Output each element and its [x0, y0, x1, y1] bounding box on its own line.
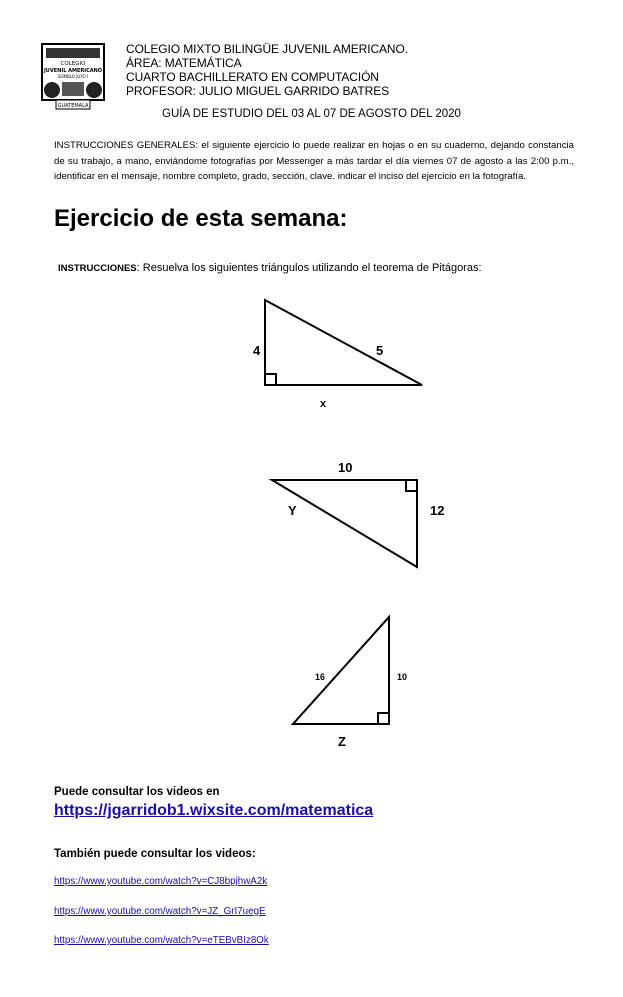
triangle-1-side-5: 5	[376, 343, 384, 358]
triangle-2-side-y: Y	[288, 503, 297, 518]
triangle-1-side-x: x	[320, 398, 327, 410]
svg-text:COLEGIO: COLEGIO	[60, 61, 86, 67]
triangle-2-side-12: 12	[430, 503, 445, 518]
also-consult-label: También puede consultar los videos:	[54, 848, 256, 860]
consult-label: Puede consultar los videos en	[54, 786, 220, 798]
instructions-text: : Resuelva los siguientes triángulos utilizando el teorema de Pitágoras:	[136, 262, 482, 274]
teacher-name: PROFESOR: JULIO MIGUEL GARRIDO BATRES	[126, 84, 390, 98]
school-name: COLEGIO MIXTO BILINGÜE JUVENIL AMERICANO.	[126, 42, 408, 56]
svg-text:SOMBLO JUYO I: SOMBLO JUYO I	[57, 74, 89, 79]
triangle-2-side-10: 10	[338, 460, 353, 475]
instructions-label: INSTRUCCIONES	[58, 263, 137, 274]
youtube-link-1[interactable]: https://www.youtube.com/watch?v=CJ8bpjhwA2k	[54, 876, 268, 887]
triangle-3	[293, 617, 407, 749]
svg-text:GUATEMALA: GUATEMALA	[57, 103, 89, 109]
grade-name: CUARTO BACHILLERATO EN COMPUTACIÓN	[126, 70, 379, 84]
triangle-3-side-16: 16	[315, 672, 326, 682]
subject-area: ÁREA: MATEMÁTICA	[126, 56, 242, 70]
youtube-link-3[interactable]: https://www.youtube.com/watch?v=eTEBvBIz8Ok	[54, 935, 269, 946]
triangle-3-side-10: 10	[397, 672, 408, 682]
exercise-title: Ejercicio de esta semana:	[54, 205, 348, 232]
triangle-1	[253, 300, 422, 410]
youtube-link-2[interactable]: https://www.youtube.com/watch?v=JZ_GrI7uegE	[54, 906, 266, 917]
main-video-link[interactable]: https://jgarridob1.wixsite.com/matematica	[54, 802, 374, 819]
svg-text:JUVENIL AMERICANO: JUVENIL AMERICANO	[43, 68, 103, 74]
triangle-2	[272, 460, 444, 567]
general-instructions: INSTRUCCIONES GENERALES: el siguiente ejercicio lo puede realizar en hojas o en su cuaderno, dejando constancia de su trabajo, a mano, enviándome fotografías por Messenger a más tardar el día viernes 07 de agosto a las 2:00 p.m., identificar en el mensaje, nombre completo, grado, sección, clave. indicar el inciso del ejercicio en la fotografía.	[54, 140, 574, 182]
guide-title: GUÍA DE ESTUDIO DEL 03 AL 07 DE AGOSTO DEL 2020	[162, 108, 461, 120]
triangle-1-side-4: 4	[253, 343, 261, 358]
triangle-3-side-z: Z	[338, 734, 346, 749]
